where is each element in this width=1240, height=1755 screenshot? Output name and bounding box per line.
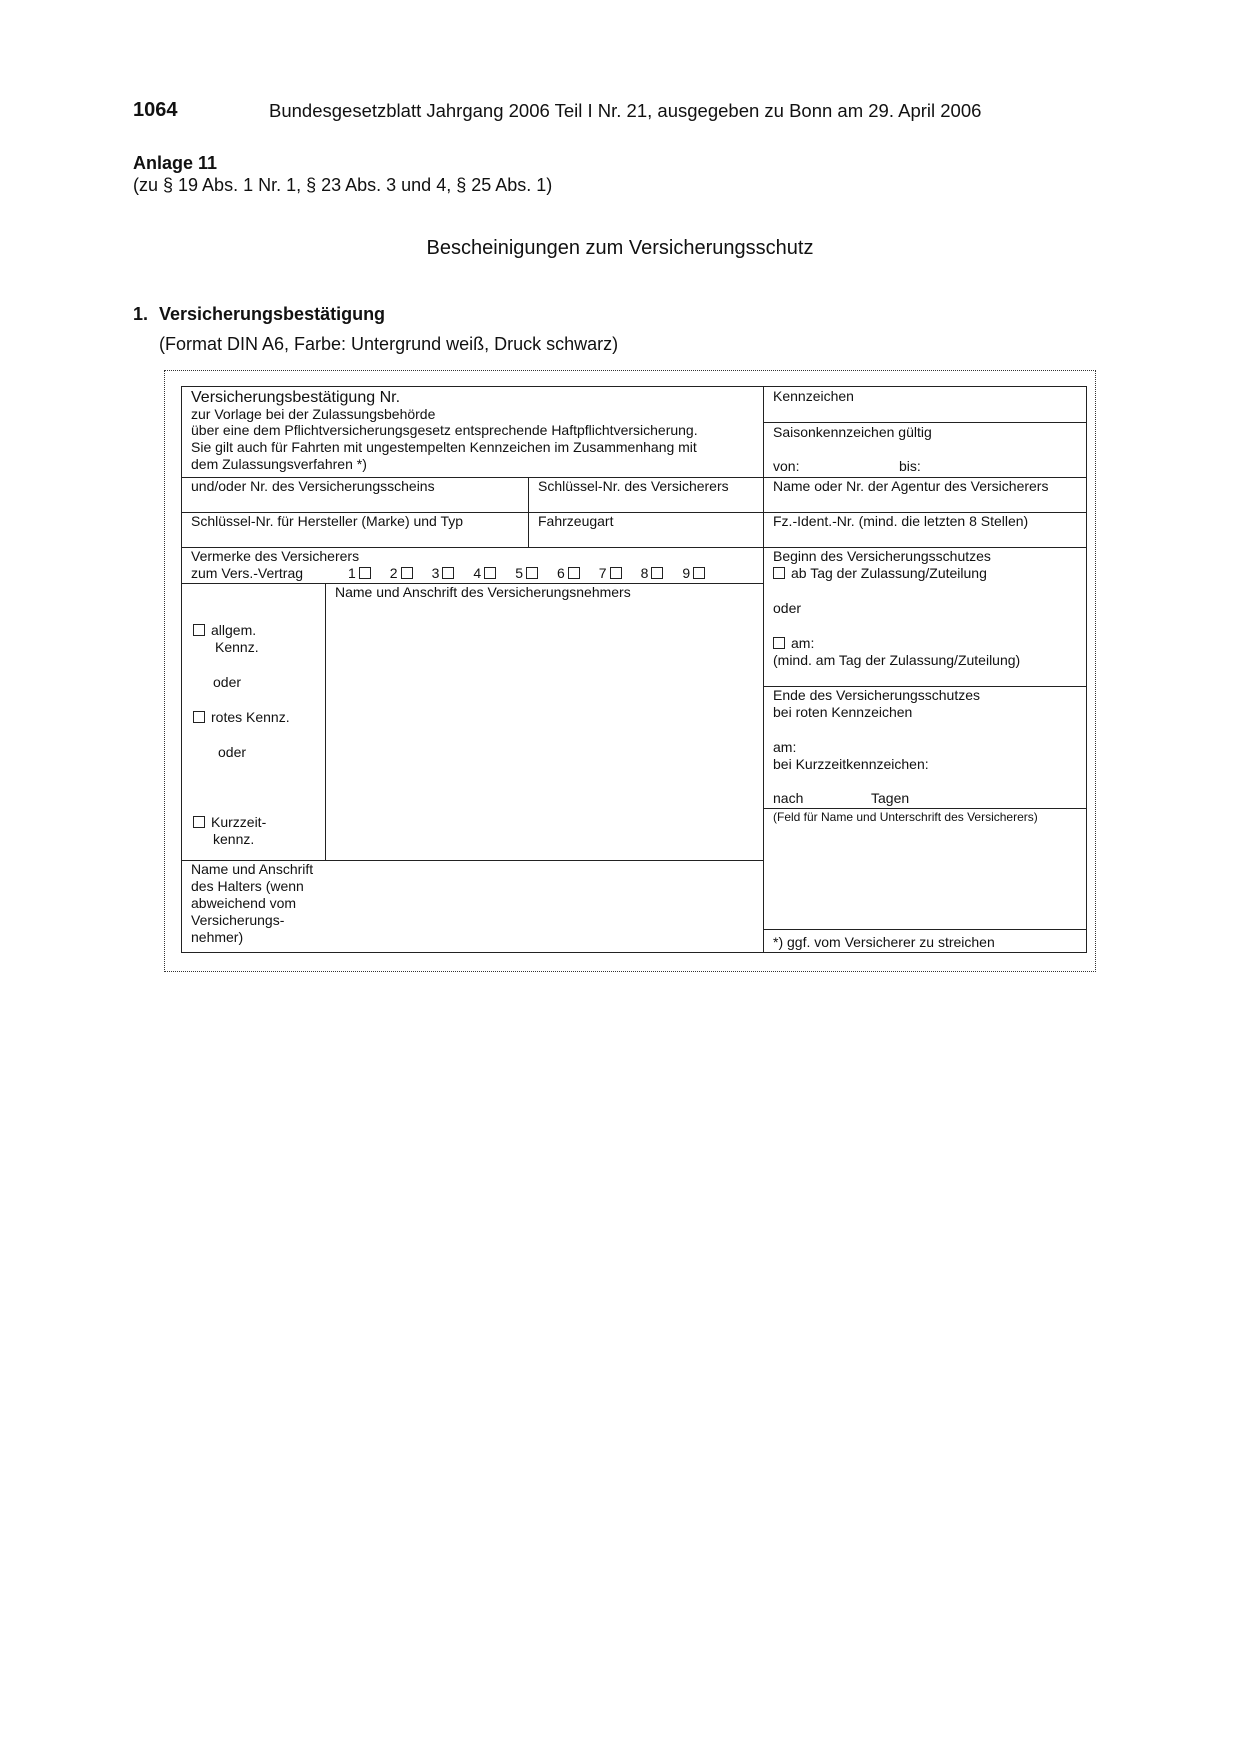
beginn-option-2 xyxy=(773,635,814,652)
bis-label: bis: xyxy=(899,458,921,474)
beginn-oder: oder xyxy=(773,600,802,616)
unterschrift-label: (Feld für Name und Unterschrift des Versicherers) xyxy=(773,810,1038,824)
allgem-checkbox[interactable] xyxy=(193,624,205,636)
halter-label: Name und Anschrift xyxy=(191,861,314,877)
vermerk-number: 3 xyxy=(431,565,440,581)
schluessel-versicherer-label: Schlüssel-Nr. des Versicherers xyxy=(538,478,729,494)
halter-label: Versicherungs- xyxy=(191,912,285,928)
beginn-option-1-label: ab Tag der Zulassung/Zuteilung xyxy=(791,565,987,581)
vermerke-label: zum Vers.-Vertrag xyxy=(191,565,304,581)
beginn-am-checkbox[interactable] xyxy=(773,637,785,649)
allgem-label-2: Kennz. xyxy=(215,639,259,655)
rotes-label: rotes Kennz. xyxy=(211,709,290,725)
option-rotes xyxy=(193,709,290,726)
vermerk-checkbox-6[interactable] xyxy=(568,567,580,579)
page-number: 1064 xyxy=(133,99,178,121)
form-title: Versicherungsbestätigung Nr. xyxy=(191,389,401,406)
vermerk-number: 7 xyxy=(598,565,607,581)
halter-label: abweichend vom xyxy=(191,895,297,911)
vermerk-number: 4 xyxy=(473,565,482,581)
ende-am: am: xyxy=(773,739,797,755)
ende-title: Ende des Versicherungsschutzes xyxy=(773,687,981,703)
von-label: von: xyxy=(773,458,800,474)
fahrzeugart-label: Fahrzeugart xyxy=(538,513,614,529)
divider xyxy=(763,387,764,952)
beginn-note: (mind. am Tag der Zulassung/Zuteilung) xyxy=(773,652,1021,668)
vermerk-checkbox-8[interactable] xyxy=(651,567,663,579)
rotes-checkbox[interactable] xyxy=(193,711,205,723)
annex-title: Anlage 11 xyxy=(133,153,218,173)
fz-ident-label: Fz.-Ident.-Nr. (mind. die letzten 8 Stellen) xyxy=(773,513,1029,529)
form-description-line: dem Zulassungsverfahren *) xyxy=(191,456,367,472)
ende-tagen: Tagen xyxy=(871,790,910,806)
saison-label: Saisonkennzeichen gültig xyxy=(773,424,932,440)
kurzzeit-checkbox[interactable] xyxy=(193,816,205,828)
form-description-line: zur Vorlage bei der Zulassungsbehörde xyxy=(191,406,436,422)
beginn-option-1 xyxy=(773,565,987,582)
ende-subtitle: bei roten Kennzeichen xyxy=(773,704,913,720)
agentur-label: Name oder Nr. der Agentur des Versicherers xyxy=(773,478,1049,494)
vermerk-number: 8 xyxy=(640,565,649,581)
vermerk-number: 1 xyxy=(348,565,356,581)
form-description-line: über eine dem Pflichtversicherungsgesetz entsprechende Haftpflichtversicherung. xyxy=(191,422,698,438)
vermerk-checkbox-7[interactable] xyxy=(610,567,622,579)
oder-label: oder xyxy=(213,674,242,690)
ende-kurzzeit: bei Kurzzeitkennzeichen: xyxy=(773,756,929,772)
vermerk-checkbox-4[interactable] xyxy=(484,567,496,579)
versicherungsschein-label: und/oder Nr. des Versicherungsscheins xyxy=(191,478,435,494)
kennzeichen-label: Kennzeichen xyxy=(773,388,854,404)
allgem-label: allgem. xyxy=(211,622,257,638)
publication-header: Bundesgesetzblatt Jahrgang 2006 Teil I Nr. 21, ausgegeben zu Bonn am 29. April 2006 xyxy=(269,100,982,121)
insurance-confirmation-form xyxy=(181,386,1087,953)
divider xyxy=(763,422,1087,423)
vermerke-checkboxes xyxy=(348,565,724,582)
vermerk-number: 2 xyxy=(389,565,398,581)
document-title: Bescheinigungen zum Versicherungsschutz xyxy=(426,237,814,259)
ende-nach: nach xyxy=(773,790,804,806)
vermerk-number: 9 xyxy=(682,565,691,581)
vermerk-number: 6 xyxy=(556,565,565,581)
section-title: Versicherungsbestätigung xyxy=(159,304,386,324)
hersteller-label: Schlüssel-Nr. für Hersteller (Marke) und Typ xyxy=(191,513,464,529)
footnote: *) ggf. vom Versicherer zu streichen xyxy=(773,934,995,950)
section-number: 1. xyxy=(133,304,149,324)
vermerk-number: 5 xyxy=(515,565,523,581)
vermerk-checkbox-2[interactable] xyxy=(401,567,413,579)
vermerk-checkbox-1[interactable] xyxy=(359,567,371,579)
divider xyxy=(763,929,1087,930)
kurzzeit-label-2: kennz. xyxy=(213,831,255,847)
halter-label: nehmer) xyxy=(191,929,244,945)
halter-label: des Halters (wenn xyxy=(191,878,304,894)
vermerke-label: Vermerke des Versicherers xyxy=(191,548,360,564)
oder-label: oder xyxy=(218,744,247,760)
option-kurzzeit xyxy=(193,814,266,831)
versicherungsnehmer-label: Name und Anschrift des Versicherungsnehmers xyxy=(335,584,631,600)
beginn-zulassung-checkbox[interactable] xyxy=(773,567,785,579)
vermerk-checkbox-3[interactable] xyxy=(442,567,454,579)
option-allgem xyxy=(193,622,256,639)
vermerk-checkbox-9[interactable] xyxy=(693,567,705,579)
annex-reference: (zu § 19 Abs. 1 Nr. 1, § 23 Abs. 3 und 4, § 25 Abs. 1) xyxy=(133,175,553,195)
kurzzeit-label: Kurzzeit- xyxy=(211,814,267,830)
divider xyxy=(325,583,326,860)
vermerk-checkbox-5[interactable] xyxy=(526,567,538,579)
beginn-title: Beginn des Versicherungsschutzes xyxy=(773,548,991,564)
form-description-line: Sie gilt auch für Fahrten mit ungestempelten Kennzeichen im Zusammenhang mit xyxy=(191,439,697,455)
section-format: (Format DIN A6, Farbe: Untergrund weiß, Druck schwarz) xyxy=(159,334,619,354)
beginn-option-2-label: am: xyxy=(791,635,815,651)
